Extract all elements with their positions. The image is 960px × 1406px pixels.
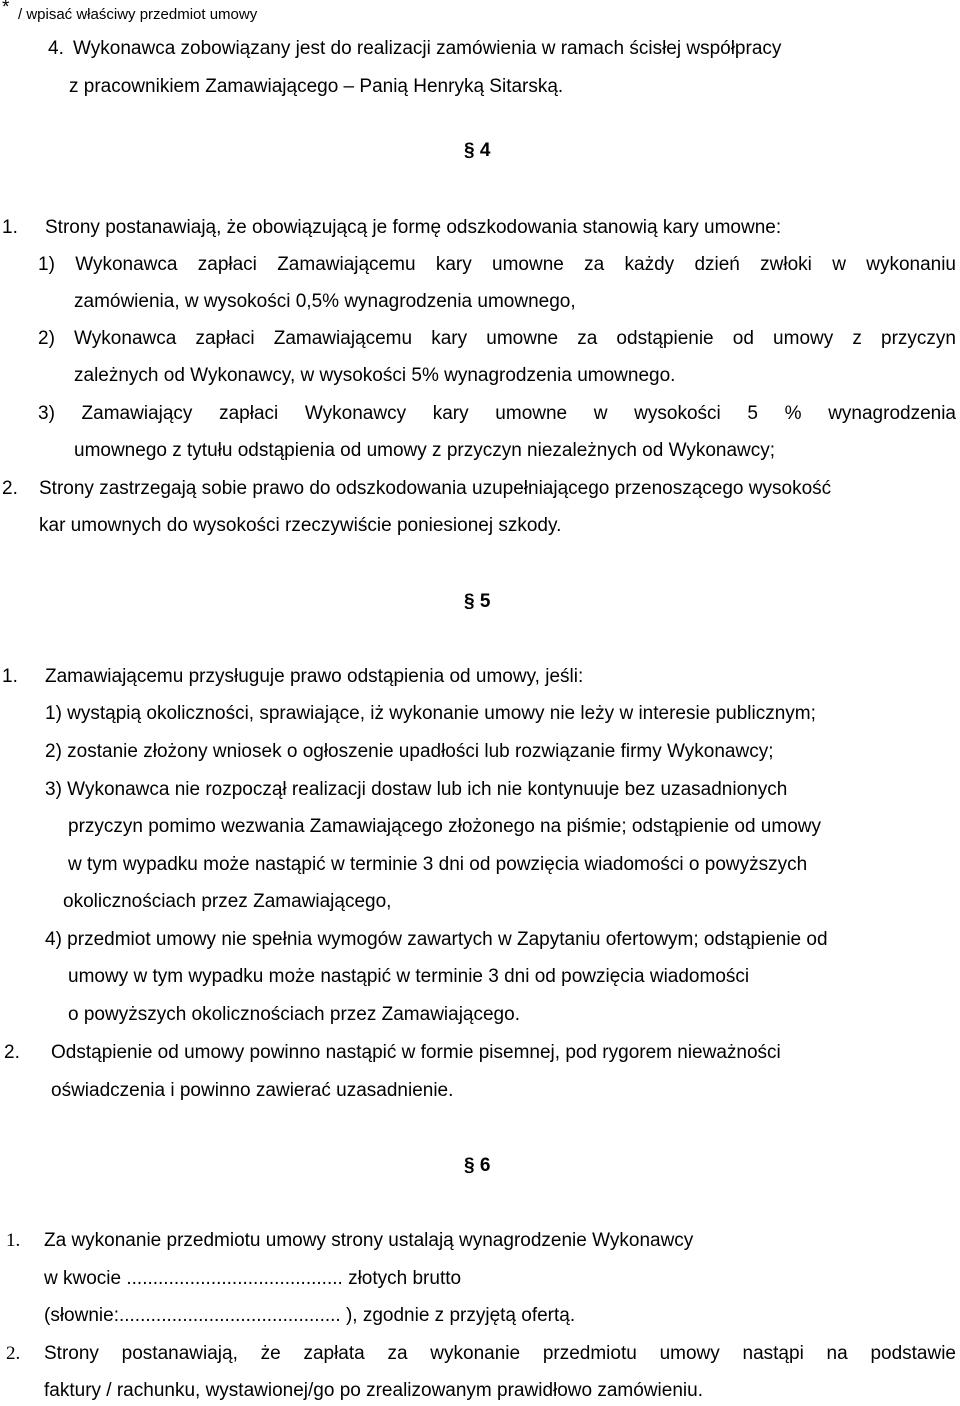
s5-item3-line4: okolicznościach przez Zamawiającego, bbox=[63, 891, 392, 912]
s4-p2-line2: kar umownych do wysokości rzeczywiście poniesionej szkody. bbox=[39, 515, 562, 536]
s5-p2-number: 2. bbox=[4, 1042, 20, 1063]
s4-item2-line2: zależnych od Wykonawcy, w wysokości 5% wynagrodzenia umownego. bbox=[74, 365, 676, 386]
section-heading-5: § 5 bbox=[464, 591, 491, 612]
s4-item1-line1: 1) Wykonawca zapłaci Zamawiającemu kary umowne za każdy dzień zwłoki w wykonaniu bbox=[38, 254, 956, 275]
s6-p2-line1: Strony postanawiają, że zapłata za wykonanie przedmiotu umowy nastąpi na podstawie bbox=[44, 1343, 956, 1364]
s5-item3-line1: 3) Wykonawca nie rozpoczął realizacji dostaw lub ich nie kontynuuje bez uzasadnionych bbox=[45, 779, 788, 800]
s5-item4-line3: o powyższych okolicznościach przez Zamawiającego. bbox=[68, 1004, 520, 1025]
s6-p2-line2: faktury / rachunku, wystawionej/go po zrealizowanym prawidłowo zamówieniu. bbox=[44, 1380, 703, 1401]
footnote-star: * bbox=[2, 0, 10, 18]
s4-p2-line1: Strony zastrzegają sobie prawo do odszkodowania uzupełniającego przenoszącego wysokość bbox=[39, 478, 832, 499]
s4-p1-number: 1. bbox=[2, 217, 18, 238]
s5-p2-line2: oświadczenia i powinno zawierać uzasadnienie. bbox=[51, 1080, 454, 1101]
s6-p1-number: 1. bbox=[6, 1230, 21, 1251]
s4-p2-number: 2. bbox=[2, 478, 18, 499]
s6-p1-line3: (słownie:.......................................... ), zgodnie z przyjętą ofertą. bbox=[44, 1305, 576, 1326]
s3-p4-number: 4. bbox=[48, 38, 64, 59]
s4-item3-line2: umownego z tytułu odstąpienia od umowy z przyczyn niezależnych od Wykonawcy; bbox=[74, 440, 776, 461]
s5-item3-line3: w tym wypadku może nastąpić w terminie 3 dni od powzięcia wiadomości o powyższych bbox=[68, 854, 808, 875]
s3-p4-line1: Wykonawca zobowiązany jest do realizacji zamówienia w ramach ścisłej współpracy bbox=[73, 38, 782, 59]
s4-item1-line2: zamówienia, w wysokości 0,5% wynagrodzenia umownego, bbox=[74, 291, 576, 312]
s5-p2-line1: Odstąpienie od umowy powinno nastąpić w formie pisemnej, pod rygorem nieważności bbox=[51, 1042, 781, 1063]
s5-p1-text: Zamawiającemu przysługuje prawo odstąpienia od umowy, jeśli: bbox=[45, 666, 584, 687]
s6-p1-line1: Za wykonanie przedmiotu umowy strony ustalają wynagrodzenie Wykonawcy bbox=[44, 1230, 694, 1251]
s4-p1-text: Strony postanawiają, że obowiązującą je formę odszkodowania stanowią kary umowne: bbox=[45, 217, 782, 238]
s5-item1: 1) wystąpią okoliczności, sprawiające, iż wykonanie umowy nie leży w interesie publicznym; bbox=[45, 703, 816, 724]
footnote-text: / wpisać właściwy przedmiot umowy bbox=[18, 6, 258, 23]
s4-item3-line1: 3) Zamawiający zapłaci Wykonawcy kary umowne w wysokości 5 % wynagrodzenia bbox=[38, 403, 956, 424]
s5-item2: 2) zostanie złożony wniosek o ogłoszenie upadłości lub rozwiązanie firmy Wykonawcy; bbox=[45, 741, 774, 762]
section-heading-4: § 4 bbox=[464, 140, 491, 161]
s3-p4-line2: z pracownikiem Zamawiającego – Panią Henryką Sitarską. bbox=[69, 76, 564, 97]
s6-p2-number: 2. bbox=[6, 1343, 21, 1364]
s6-p1-line2: w kwocie ......................................... złotych brutto bbox=[44, 1268, 462, 1289]
s5-item3-line2: przyczyn pomimo wezwania Zamawiającego złożonego na piśmie; odstąpienie od umowy bbox=[68, 816, 821, 837]
s5-item4-line1: 4) przedmiot umowy nie spełnia wymogów zawartych w Zapytaniu ofertowym; odstąpienie od bbox=[45, 929, 828, 950]
s4-item2-line1: 2) Wykonawca zapłaci Zamawiającemu kary umowne za odstąpienie od umowy z przyczyn bbox=[38, 328, 956, 349]
s5-item4-line2: umowy w tym wypadku może nastąpić w terminie 3 dni od powzięcia wiadomości bbox=[68, 966, 750, 987]
section-heading-6: § 6 bbox=[464, 1155, 491, 1176]
s5-p1-number: 1. bbox=[2, 666, 18, 687]
